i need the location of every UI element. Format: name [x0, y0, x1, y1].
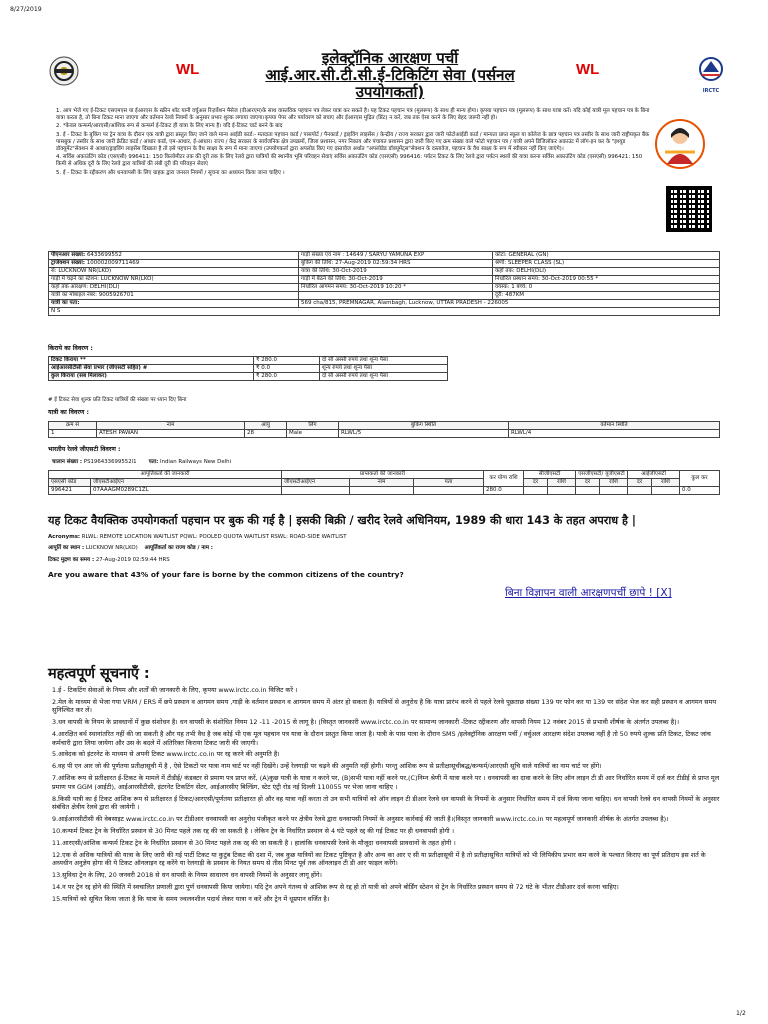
reservation-upto: DELHI(DLI) — [89, 284, 120, 290]
notice-item: 14.न पर ट्रेन रद्द होने की स्थिति में स्वचालित प्रणाली द्वारा पूर्ण धनवापसी किया जायेगा। यदि ट्रेन अपने गंतव्य से आंशिक रूप से रद्द हो तो यात्री को अपने बोर्डिंग स्टेशन से ट्रेन के निर्धारित प्रस्थान समय से 72 घंटे के भीतर टीडीआर दर्ज करना चाहिए। — [52, 882, 619, 891]
quota: GENERAL (GN) — [508, 252, 549, 258]
beti-bachao-logo — [655, 114, 705, 174]
fare-heading: किराये का विवरण : — [48, 345, 93, 352]
fare-awareness: Are you aware that 43% of your fare is borne by the common citizens of the country? — [48, 570, 404, 579]
railway-emblem-icon — [49, 56, 79, 86]
passenger-name: ATESH PAWAN — [97, 430, 245, 438]
instruction-5: 5. ई - टिकट के रद्दीकरण और धनवापसी के लिए ग्राहक द्वारा जनरल नियमों / सूचना का अध्ययन किया जाना चाहिए । — [56, 169, 285, 176]
departure-time: 30-Oct-2019 00:55 * — [541, 276, 599, 282]
booking-status: RLWL/5 — [339, 430, 509, 438]
instruction-2: 2. *केवल कन्फर्म/आरएसी/आंशिक रूप से कन्फर्म ई-टिकट ही यात्रा के लिए मान्य है। यदि ई-टिकट चार्ट बनने के बाद — [56, 123, 283, 130]
taxable-amount: 280.0 — [484, 487, 524, 495]
instruction-1: 1. आप भेजे गए ई-टिकट एसएमएस या ईआरएस के स्क्रीन शॉट यानी वर्चुअल रिज़र्वेशन मैसेज (वीआरएम)के साथ वास्तविक पहचान पत्र लेकर यात्रा कर सकते है। यह टिकट पहचान पत्र (मूलरूप) के साथ ही मान्य होगा। कृपया पहचान पत्र (मूलरूप) के साथ यात्रा करें। यदि कोई यात्री मूल पहचान पत्र के बिना यात्रा करता है, तो बिना टिकट माना जाएगा और वर्तमान रेलवे नियमों के अनुसार प्रभार शुल्क लगाया जाएगा।कृपया पेपर और पर्यावरण को बचाए और ईआरएस मुद्रित (प्रिंट) न करें, जब तक ऐसा करने के लिए बेहद जरूरी नहीं हो। — [56, 108, 650, 122]
acronyms: Acronyms: RLWL: REMOTE LOCATION WAITLIST PQWL: POOLED QUOTA WAITLIST RSWL: ROAD-SIDE WAITLIST — [48, 534, 347, 540]
notice-item: 15.यात्रियों को सूचित किया जाता है कि यात्रा के समय ज्वलनशील पदार्थ लेकर यात्रा न करें और ट्रेन में धूम्रपान वर्जित है। — [52, 894, 330, 903]
instruction-4: 4. सर्विस अकाउंटिंग कोड (एसएसी) 996411: 150 किलोमीटर तक की दूरी तक के लिए रेलवे द्वारा यात्रियों की स्थानीय भूमि परिवहन सेवाएं सर्विस अकाउंटिंग कोड (एसएसी) 996416: पर्यटन टिकट के लिए रेलवे द्वारा पर्यटन स्थलों की यात्रा करना सर्विस अकाउंटिंग कोड (एसएसी) 996421: 150 किमी से अधिक दूरी के लिए रेलवे द्वारा यात्रियों की लंबी दूरी की परिवहन सेवाएं — [56, 154, 643, 168]
page-number: 1/2 — [736, 1010, 746, 1017]
journey-table: पीएनआर संख्या: 6433699552 गाड़ी संख्या एवं नाम : 14649 / SARYU YAMUNA EXP कोटा: GENERAL (GN) ट्रांजेक्शन संख्या: 100002009711469 बुकिंग की तिथि: 27-Aug-2019 02:59:34 HRS श्रेणी: SLEEPER CLASS (SL) से: LUCKNOW NR(LKO) यात्रा की तिथि: 30-Oct-2019 कहाँ तक: DELHI(DLI) गाड़ी में चढ़ने का स्टेशन: LUCKNOW NR(LKO) गाड़ी में बैठने की तिथि: 30-Oct-2019 निर्धारित प्रस्थान समय: 30-Oct-2019 00:55 * कहाँ तक आरक्षण: DELHI(DLI) निर्धारित आगमन समय: 30-Oct-2019 10:20 * वयस्क: 1 बच्चे: 0 यात्री का मोबाइल नंबर: 9005926701 दूरी: 487KM यात्री का पता: 569 cha/815, PREMNAGAR, Alambagh, Lucknow, UTTAR PRADESH - 226005 N S — [48, 251, 720, 316]
print-date: 8/27/2019 — [10, 6, 42, 13]
arrival-time: 30-Oct-2019 10:20 * — [349, 284, 407, 290]
important-notices — [52, 686, 720, 907]
table-row: 996421 07AAAGM0289C1ZL 280.0 0.0 — [49, 487, 720, 495]
notice-item: 12.एक से अधिक यात्रियों की यात्रा के लिए जारी की गई पार्टी टिकट या कुटुंब टिकट की दशा में, जब कुछ यात्रियों का टिकट पुष्टिकृत है और अन्य का आर ए सी या प्रतीक्षासूची में है तो प्रतीक्षासूचित यात्रियों को भी लिपिकीय प्रभार कम करने के पश्चात किराए का पूर्ण प्रतिदाय इस शर्त के अध्यधीन अनुज्ञेय होगा की ये टिकट ऑनलाइन रद्द करेंगे या रेलगाड़ी के प्रस्थान के नियत समय से तीस मिनट पूर्व तक ऑनलाइन टी डी आर फाइल करेंगे। — [52, 850, 706, 867]
title-line-2: आई.आर.सी.टी.सी.ई-टिकिटिंग सेवा (पर्सनल — [265, 66, 515, 84]
mobile-number: 9005926701 — [98, 292, 134, 298]
transaction-id: 100002009711469 — [86, 260, 140, 266]
notice-item: 5.आवेदक को इंटरनेट के माध्यम से अपनी टिकट www.irctc.co.in पर रद्द करने की अनुमति है। — [52, 750, 280, 759]
notice-item: 10.कन्फर्म टिकट ट्रेन के निर्धारित प्रस्थान से 30 मिनट पहले तक रद्द की जा सकती है । लेकिन ट्रेन के निर्धारित प्रस्थान से 4 घंटे पहले रद्द की गई टिकट पर ही धनवापसी होगी । — [52, 826, 455, 835]
gst-heading: भारतीय रेलवे जीएसटी विवरण : — [48, 446, 121, 453]
distance: 487KM — [505, 292, 525, 298]
notice-item: 8.किसी यात्री का ई टिकट आंशिक रूप से प्रतीक्षारत ई टिकट/आरएसी/पूर्णतया प्रतीक्षारत हो और वह यात्रा नहीं करता तो उन सभी यात्रियों को ऑन लाइन टी डीआर रेलवे धन वापसी के नियमों के अनुसार निर्धारित समय में दर्ज किया जाना चाहिए। धन वापसी रेलवे धन वापसी नियमों के अनुसार संबंधित क्षेत्रीय रेलवे द्वारा की जायेगी । — [52, 794, 720, 811]
pnr-number: 6433699552 — [86, 252, 122, 258]
boarding-date: 30-Oct-2019 — [348, 276, 383, 282]
passenger-heading: यात्री का विवरण : — [48, 409, 89, 416]
notice-item: 4.आरक्षित बर्थ स्थानांतरित नहीं की जा सकती है और यह तभी वैध है जब कोई भी एक मूल पहचान पत्र यात्रा के दौरान प्रस्तुत किया जाता है। यात्री के पास यात्रा के दौरान SMS /इलेक्ट्रॉनिक आरक्षण पर्ची / वर्चुअल आरक्षण संदेश उपलब्ध नहीं है तो 50 रुपये शुल्क प्रति टिकट, टिकट जांच कर्मचारी द्वारा लिया जायेगा और उस के बदले में अतिरिक्त किराया टिकट जारी की जाएगी। — [52, 730, 711, 747]
instruction-3: 3. ई - टिकट के बुकिंग पर ट्रेन यात्रा के दौरान एक यात्री द्वारा प्रस्तुत किए जाने वाले मान्य आईडी कार्ड:- मतदाता पहचान कार्ड / पासपोर्ट / पैनकार्ड / ड्राइविंग लाइसेंस / केन्द्रीय / राज्य सरकार द्वारा जारी फोटोआईडी कार्ड / मान्यता प्राप्त स्कूल या कॉलेज के छात्र पहचान पत्र तस्वीर के साथ जारी राष्ट्रीयकृत बैंक पासबुक / तस्वीर के साथ जारी क्रेडिट कार्ड / आधार कार्ड, एम-आधार, ई-आधार। राज्य / केंद्र सरकार के सार्वजनिक क्षेत्र उपक्रमों, जिला प्रशासन, नगर निकाय और पंचायत प्रशासन द्वारा जारी किए गए क्रम संख्या वाले फोटो पहचान पत्र / यात्री अपने डिजिलॉकर अकाउंट में लॉग-इन कर के "इश्यूड डॉक्यूमेंट"सेक्शन से आधार/ड्राइविंग लाइसेंस दिखाता है तो इसे पहचान के वैध साक्ष्य के रूप में माना जाएगा (उपयोगकर्ता द्वारा अपलोड किए गए दस्तावेज अर्थात "अपलोडेड डॉक्यूमेंट्स"सेक्शन के दस्तावेज, पहचान के वैध साक्ष्य के रूप में स्वीकार नहीं किए जाएंगे)। — [56, 131, 650, 153]
booking-date: 27-Aug-2019 02:59:34 HRS — [335, 260, 411, 266]
fare-row: आईआरसीटीसी सेवा प्रभार (जीएसटी सहित) # ₹ 0.0 शून्य रुपये तथा शून्य पैसा — [49, 365, 448, 373]
ticket-title — [240, 50, 540, 101]
supply-place: आपूर्ति का स्थान : LUCKNOW NR(LKO) आपूर्तिकर्ता का राज्य कोड / नाम : — [48, 545, 213, 551]
notice-item: 13.सुविधा ट्रेन के लिए, 20 जनवरी 2018 से धन वापसी के नियम साधारण धन वापसी नियमों के अनुसार लागू होंगे। — [52, 870, 322, 879]
passenger-table: क्रम सं नाम आयु लिंग बुकिंग स्थिति वर्तमान स्थिति 1 ATESH PAWAN 28 Male RLWL/5 RLWL/4 — [48, 421, 720, 438]
notice-item: 2.मेल के माध्यम से भेजा गया VRM / ERS में छपे प्रस्थान व आगमन समय ,गाड़ी के वर्तमान प्रस्थान व आगमन समय में अंतर हो सकता है। यात्रियों से अनुरोध है कि यात्रा प्रारंभ करने से पहले रेलवे पूछताछ संख्या 139 पर फोन कर या 139 पर संदेश भेज कर सही प्रस्थान व आगमन समय सुनिश्चित कर लें। — [52, 697, 717, 715]
legal-warning: यह टिकट वैयक्तिक उपयोगकर्ता पहचान पर बुक की गई है | इसकी बिक्री / खरीद रेलवे अधिनियम, 1989 की धारा 143 के तहत अपराध है | — [48, 514, 636, 527]
fare-row: टिकट किराया ** ₹ 280.0 दो सौ अस्सी रुपये तथा शून्य पैसा — [49, 357, 448, 365]
total-tax: 0.0 — [680, 487, 720, 495]
fare-row: कुल किराया (सब मिलाकर) ₹ 280.0 दो सौ अस्सी रुपये तथा शून्य पैसा — [49, 373, 448, 381]
irctc-logo — [694, 56, 728, 92]
travel-class: SLEEPER CLASS (SL) — [507, 260, 565, 266]
current-status: RLWL/4 — [509, 430, 720, 438]
print-time: टिकट मुद्रण का समय : 27-Aug-2019 02:59:44 HRS — [48, 557, 170, 563]
invoice-number: PS196433699552l1 — [83, 459, 137, 465]
gst-table: आपूर्तिकर्ता की जानकारी प्राप्तकर्ता की जानकारी कर योग्य राशि सीजीएसटी एसजीएसटी/ यूजीएसटी आईजीएसटी कुल कर एसएसी कोड जीएसटीआईएन जीएसटीआईएन नाम पता दर राशि दर राशि दर राशि 996421 07AAAGM0289C1ZL 280.0 0.0 — [48, 470, 720, 495]
notice-item: 3.धन वापसी के नियम के प्रावधानों में कुछ संशोधन है। धन वापसी के संशोधित नियम 12 -11 -2015 से लागू है। (विस्तृत जानकारी www.irctc.co.in पर सामान्य जानकारी -टिकट रद्दीकरण और वापसी नियम 12 नवंबर 2015 से प्रभावी शीर्षक के अंतर्गत उपलब्ध है)। — [52, 718, 680, 727]
notice-item: 11.आरएसी/आंशिक कन्फर्म टिकट ट्रेन के निर्धारित प्रस्थान से 30 मिनट पहले तक रद्द की जा सकती है । हालांकि धनवापसी रेलवे के मौजूदा धनवापसी प्रावधानों के तहत होगी । — [52, 838, 456, 847]
fare-note: # ई टिकट सेवा शुल्क प्रति टिकट यात्रियों की संख्या पर ध्यान दिए बिना — [48, 397, 187, 403]
gst-invoice-line: चालान संख्या : PS196433699552l1 पता: Indian Railways New Delhi — [52, 459, 232, 465]
notice-item: 1.ई - टिकटिंग सेवाओं के नियम और शर्तों की जानकारी के लिए, कृपया www.irctc.co.in विजिट करें । — [52, 686, 298, 694]
adult-child-count: वयस्क: 1 बच्चे: 0 — [493, 284, 720, 292]
instruction-notes — [56, 108, 652, 178]
irctc-logo-text: IRCTC — [702, 88, 720, 94]
qr-code — [666, 186, 712, 232]
journey-date: 30-Oct-2019 — [332, 268, 367, 274]
notice-item: 7.आंशिक रूप से प्रतीक्षारत ई-टिकट के मामले में टीडीई/ कंडक्टर से प्रमाण पत्र प्राप्त करें, (A)कुछ यात्री के यात्रा न करने पर, (B)सभी यात्रा नहीं करने पर,(C)निम्न श्रेणी में यात्रा करने पर । धनवापसी का दावा करने के लिए ऑन लाइन टी डी आर निर्धारित समय में दर्ज कर टीडीई से प्राप्त मूल प्रमाण पत्र GGM (आईटी), आईआरसीटीसी, इंटरनेट टिकटिंग सेंटर, आईआरसीए बिल्डिंग, स्टेट एंट्री रोड नई दिल्ली 110055 पर भेजा जाना चाहिए । — [52, 774, 720, 791]
title-line-1: इलेक्ट्रॉनिक आरक्षण पर्ची — [321, 49, 459, 67]
from-station: LUCKNOW NR(LKO) — [58, 268, 112, 274]
gstin: 07AAAGM0289C1ZL — [91, 487, 282, 495]
notice-item: 9.आईआरसीटीसी की वेबसाइट www.irctc.co.in पर टीडीआर धनवापसी का अनुरोध पंजीकृत करने पर क्षेत्रीय रेलवे द्वारा धनवापसी नियमों के अनुसार कार्रवाई की जाती है।(विस्तृत जानकारी www.irctc.co.in पर महत्वपूर्ण जानकारी शीर्षक के अंतर्गत उपलब्ध है)। — [52, 814, 669, 823]
to-station: DELHI(DLI) — [516, 268, 547, 274]
fare-table — [48, 356, 448, 381]
passenger-address: 569 cha/815, PREMNAGAR, Alambagh, Lucknow, UTTAR PRADESH - 226005 — [299, 300, 720, 308]
notice-item: 6.वह पी एन आर जो की पूर्णतया प्रतीक्षासूची में है , ऐसे टिकटों पर यात्रा नाम चार्ट पर नहीं दिखेंगे। उन्हें रेलगाड़ी पर चढ़ने की अनुमति नहीं होगी। परन्तु आंशिक रूप से प्रतीक्षासूचीबद्ध/कन्फर्म/आरएसी सूचि वाले यात्रियों का नाम चार्ट पर होंगे। — [52, 762, 602, 771]
waitlist-status-left: WL — [176, 61, 200, 78]
train-name: 14649 / SARYU YAMUNA EXP — [345, 252, 425, 258]
table-row: 1 ATESH PAWAN 28 Male RLWL/5 RLWL/4 — [49, 430, 720, 438]
title-line-3: उपयोगकर्ता) — [355, 83, 425, 101]
important-heading: महत्वपूर्ण सूचनाएँ : — [48, 666, 150, 682]
waitlist-status-right: WL — [576, 61, 600, 78]
boarding-station: LUCKNOW NR(LKO) — [100, 276, 154, 282]
address-remark: N S — [49, 308, 720, 316]
print-without-ads-link[interactable]: बिना विज्ञापन वाली आरक्षणपर्ची छापे ! [X] — [505, 587, 672, 599]
